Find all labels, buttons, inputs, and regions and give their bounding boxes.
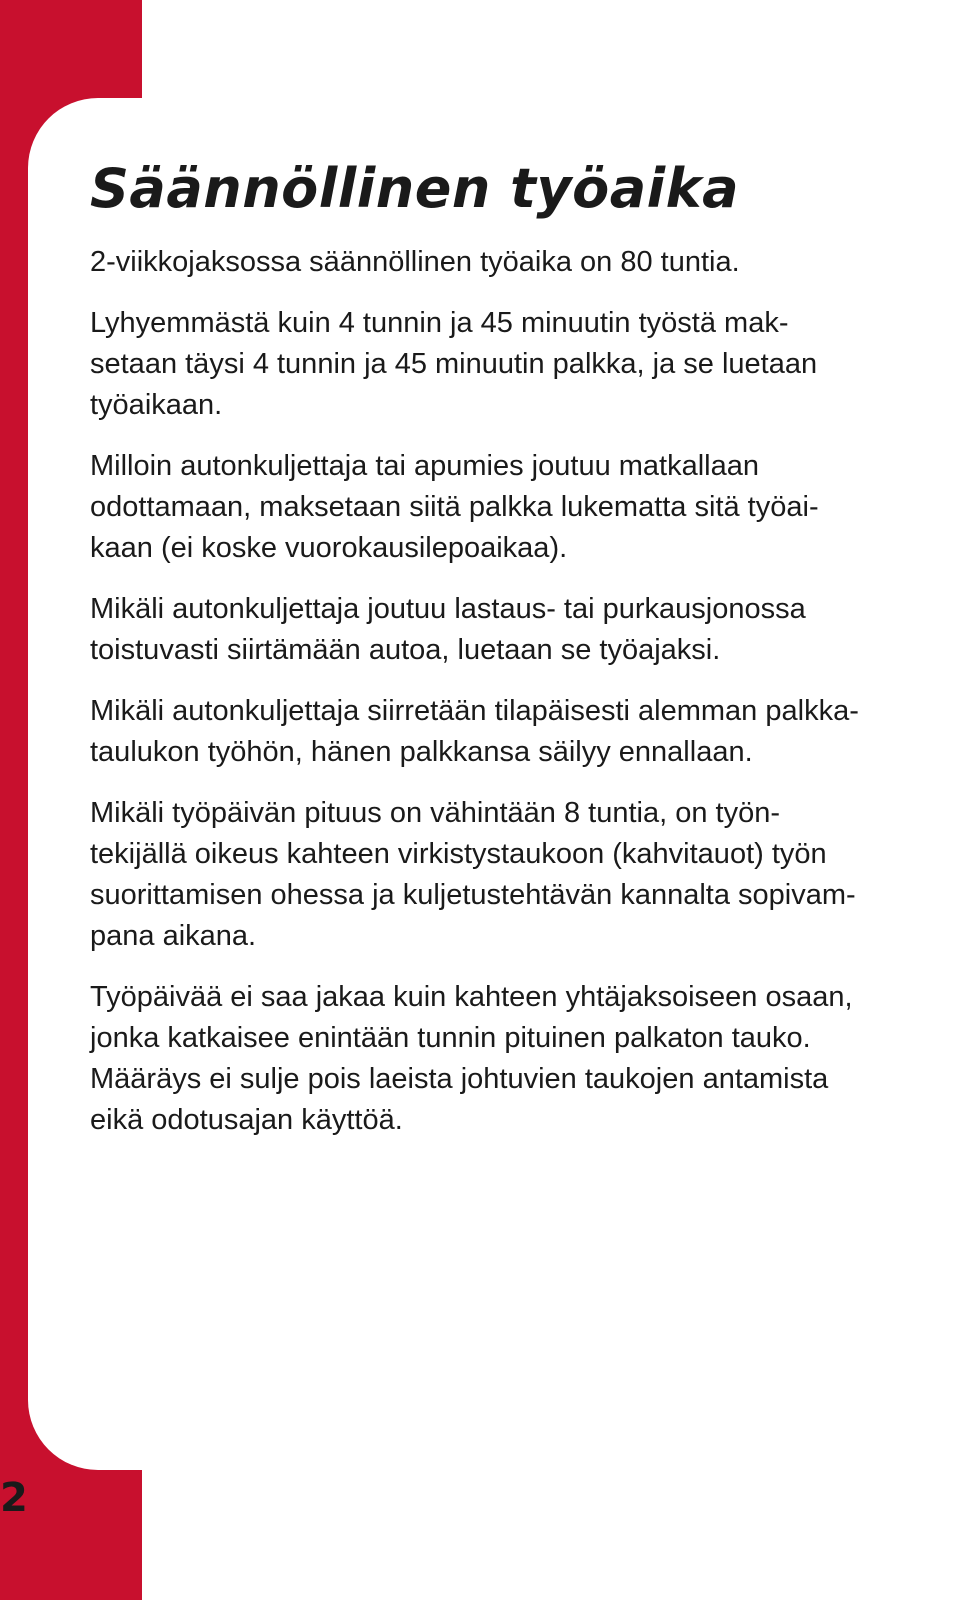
paragraph-loading-queue [90, 589, 938, 671]
paragraph-temporary-transfer [90, 691, 938, 773]
text-line: jonka katkaisee enintään tunnin pituinen palkaton tauko. [90, 1022, 811, 1054]
text-line: Työpäivää ei saa jakaa kuin kahteen yhtäjaksoiseen osaan, [90, 981, 853, 1013]
text-line: kaan (ei koske vuorokausilepoaikaa). [90, 532, 568, 564]
paragraph-minimum-pay [90, 303, 938, 426]
text-line: suorittamisen ohessa ja kuljetustehtävän kannalta sopivam- [90, 879, 856, 911]
text-line: työaikaan. [90, 389, 223, 421]
text-line: setaan täysi 4 tunnin ja 45 minuutin palkka, ja se luetaan [90, 348, 818, 380]
paragraph-period-hours [90, 242, 938, 283]
text-line: Mikäli autonkuljettaja siirretään tilapäisesti alemman palkka- [90, 695, 859, 727]
text-line: tekijällä oikeus kahteen virkistystaukoon (kahvitauot) työn [90, 838, 827, 870]
text-line: eikä odotusajan käyttöä. [90, 1104, 403, 1136]
text-line: toistuvasti siirtämään autoa, luetaan se työajaksi. [90, 634, 721, 666]
text-line: Lyhyemmästä kuin 4 tunnin ja 45 minuutin työstä mak- [90, 307, 789, 339]
text-line: pana aikana. [90, 920, 257, 952]
text-line: Mikäli työpäivän pituus on vähintään 8 tuntia, on työn- [90, 797, 780, 829]
page-title: Säännöllinen työaika [90, 157, 740, 220]
text-line: Mikäli autonkuljettaja joutuu lastaus- tai purkausjonossa [90, 593, 806, 625]
paragraph-split-workday [90, 977, 938, 1141]
text-line: 2-viikkojaksossa säännöllinen työaika on 80 tuntia. [90, 246, 740, 278]
text-line: odottamaan, maksetaan siitä palkka lukematta sitä työai- [90, 491, 819, 523]
text-line: taulukon työhön, hänen palkkansa säilyy ennallaan. [90, 736, 753, 768]
paragraph-coffee-breaks [90, 793, 938, 957]
text-line: Määräys ei sulje pois laeista johtuvien taukojen antamista [90, 1063, 829, 1095]
paragraph-waiting-time [90, 446, 938, 569]
text-line: Milloin autonkuljettaja tai apumies joutuu matkallaan [90, 450, 759, 482]
page-number: 2 [0, 1475, 28, 1521]
content-area [90, 158, 938, 1161]
